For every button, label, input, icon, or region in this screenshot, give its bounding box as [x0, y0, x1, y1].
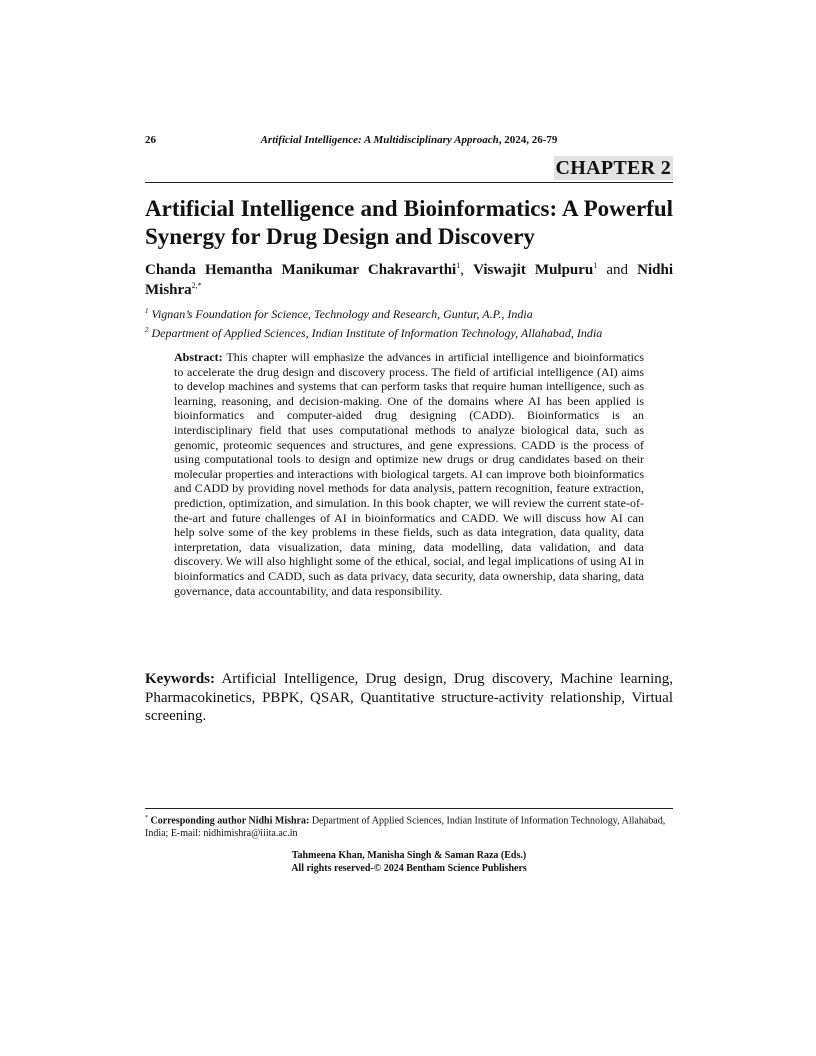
page-number: 26 — [145, 134, 156, 146]
footnote-rule — [145, 808, 673, 809]
author-affil-marker: 1 — [456, 261, 461, 270]
affiliation-text: Vignan’s Foundation for Science, Technology and Research, Guntur, A.P., India — [151, 307, 533, 321]
author-separator: and — [597, 262, 638, 278]
author-affil-marker: 1 — [593, 261, 598, 270]
author-separator: , — [460, 262, 474, 278]
abstract-text: This chapter will emphasize the advances in artificial intelligence and bioinformatics to accelerate the drug design and discovery process. The field of artificial intelligence (AI) aims to develop machines and systems that can perform tasks that require human intelligence, such as learning, reasoning, and decision-making. One of the domains where AI has been applied is bioinformatics and computer-aided drug designing (CADD). Bioinformatics is an interdisciplinary field that uses computational methods to analyze biological data, such as genomic, proteomic sequences and structures, and gene expressions. CADD is the process of using computational tools to design and optimize new drugs or drug candidates based on their molecular properties and interactions with biological targets. AI can improve both bioinformatics and CADD by providing novel methods for data analysis, pattern recognition, feature extraction, prediction, optimization, and simulation. In this book chapter, we will review the current state-of-the-art and future challenges of AI in bioinformatics and CADD. We will discuss how AI can help solve some of the key problems in these fields, such as data integration, data quality, data interpretation, data visualization, data mining, data modelling, data validation, and data discovery. We will also highlight some of the ethical, social, and legal implications of using AI in bioinformatics and CADD, such as data privacy, data security, data ownership, data sharing, data governance, data accountability, and data responsibility. — [174, 350, 644, 598]
chapter-label: CHAPTER 2 — [555, 157, 671, 179]
keywords — [145, 670, 673, 726]
running-header — [145, 134, 673, 146]
journal-year-pages: , 2024, 26-79 — [498, 134, 558, 146]
chapter-rule — [145, 182, 673, 183]
footnote-text: Department of Applied Sciences, Indian Institute of Information Technology, Allahabad, India; E-mail: nidhimishra@iiita.ac.in — [145, 815, 666, 839]
footnote-marker: * — [145, 815, 148, 821]
affiliation-marker: 1 — [145, 307, 149, 315]
footnote-label: Corresponding author Nidhi Mishra: — [150, 815, 310, 827]
affiliation-marker: 2 — [145, 326, 149, 334]
author-name: Viswajit Mulpuru — [473, 262, 594, 278]
abstract-label: Abstract: — [174, 350, 223, 364]
keywords-text: Artificial Intelligence, Drug design, Drug discovery, Machine learning, Pharmacokinetics, PBPK, QSAR, Quantitative structure-activity relationship, Virtual screening. — [145, 671, 673, 724]
affiliation-text: Department of Applied Sciences, Indian Institute of Information Technology, Allahabad, India — [151, 326, 603, 340]
affiliation — [145, 304, 673, 322]
abstract — [174, 350, 644, 598]
author-list — [145, 260, 673, 300]
author-affil-marker: 2,* — [191, 281, 202, 290]
keywords-label: Keywords: — [145, 671, 215, 687]
publisher-block — [145, 850, 673, 875]
editors-line: Tahmeena Khan, Manisha Singh & Saman Raza (Eds.) — [291, 850, 527, 861]
author-name: Chanda Hemantha Manikumar Chakravarthi — [145, 262, 457, 278]
footnote — [145, 812, 673, 840]
journal-title: Artificial Intelligence: A Multidisciplinary Approach — [260, 134, 499, 146]
chapter-title: Artificial Intelligence and Bioinformatics: A Powerful Synergy for Drug Design and Discovery — [145, 196, 673, 249]
affiliation — [145, 323, 673, 341]
author-name: Nidhi Mishra — [145, 262, 673, 298]
copyright-line: All rights reserved-© 2024 Bentham Science Publishers — [291, 862, 527, 874]
